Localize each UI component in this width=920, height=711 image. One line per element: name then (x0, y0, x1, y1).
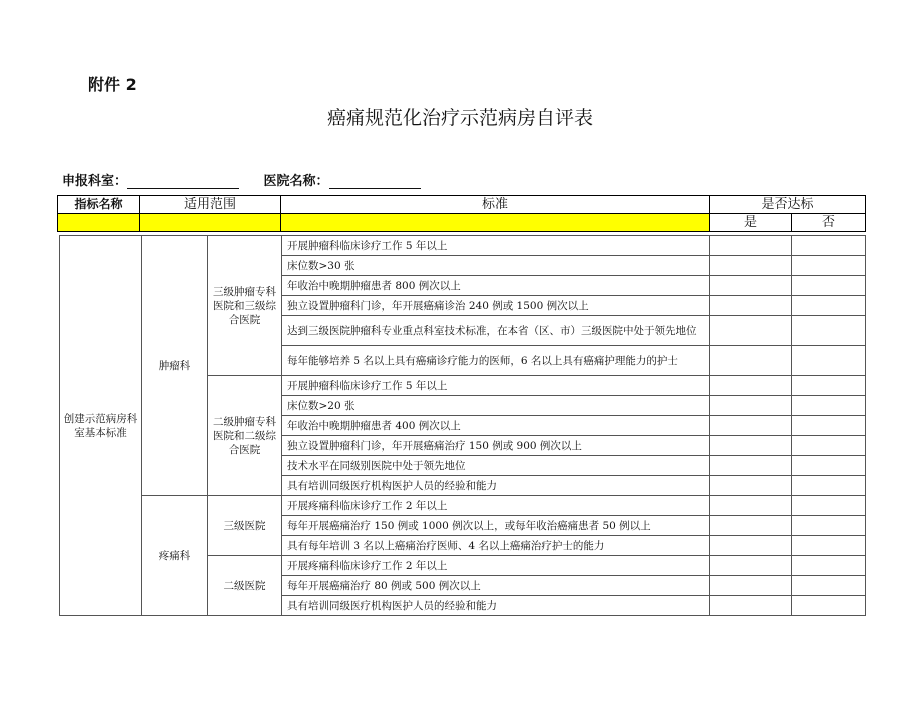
yes-cell[interactable] (710, 236, 792, 256)
yes-cell[interactable] (710, 556, 792, 576)
hospital-type: 二级肿瘤专科医院和二级综合医院 (208, 376, 282, 496)
no-cell[interactable] (792, 556, 866, 576)
hospital-type: 三级肿瘤专科医院和三级综合医院 (208, 236, 282, 376)
yes-cell[interactable] (710, 256, 792, 276)
no-cell[interactable] (792, 496, 866, 516)
header-highlight-cell (140, 214, 281, 232)
header-compliance: 是否达标 (710, 196, 866, 214)
dept-blank-field[interactable] (127, 174, 239, 189)
criterion: 床位数>20 张 (282, 396, 710, 416)
table-header (57, 195, 866, 232)
criterion: 年收治中晚期肿瘤患者 400 例次以上 (282, 416, 710, 436)
yes-cell[interactable] (710, 536, 792, 556)
criterion: 达到三级医院肿瘤科专业重点科室技术标准，在本省（区、市）三级医院中处于领先地位 (282, 316, 710, 346)
no-cell[interactable] (792, 316, 866, 346)
table-row (60, 496, 866, 516)
criterion: 具有培训同级医疗机构医护人员的经验和能力 (282, 476, 710, 496)
criterion: 独立设置肿瘤科门诊，年开展癌痛治疗 150 例或 900 例次以上 (282, 436, 710, 456)
header-yes: 是 (710, 214, 792, 232)
hospital-blank-field[interactable] (329, 174, 421, 189)
yes-cell[interactable] (710, 396, 792, 416)
criterion: 年收治中晚期肿瘤患者 800 例次以上 (282, 276, 710, 296)
criterion: 开展肿瘤科临床诊疗工作 5 年以上 (282, 376, 710, 396)
yes-cell[interactable] (710, 496, 792, 516)
criterion: 床位数>30 张 (282, 256, 710, 276)
yes-cell[interactable] (710, 476, 792, 496)
no-cell[interactable] (792, 516, 866, 536)
no-cell[interactable] (792, 276, 866, 296)
header-scope: 适用范围 (140, 196, 281, 214)
no-cell[interactable] (792, 596, 866, 616)
yes-cell[interactable] (710, 596, 792, 616)
indicator-name: 创建示范病房科室基本标准 (60, 236, 142, 616)
yes-cell[interactable] (710, 376, 792, 396)
no-cell[interactable] (792, 436, 866, 456)
header-highlight-cell (58, 214, 140, 232)
no-cell[interactable] (792, 346, 866, 376)
hospital-type: 二级医院 (208, 556, 282, 616)
criterion: 技术水平在同级别医院中处于领先地位 (282, 456, 710, 476)
no-cell[interactable] (792, 476, 866, 496)
yes-cell[interactable] (710, 346, 792, 376)
hospital-label: 医院名称： (263, 174, 329, 189)
criterion: 每年开展癌痛治疗 80 例或 500 例次以上 (282, 576, 710, 596)
yes-cell[interactable] (710, 316, 792, 346)
criterion: 开展疼痛科临床诊疗工作 2 年以上 (282, 496, 710, 516)
criteria-table (59, 235, 866, 616)
no-cell[interactable] (792, 396, 866, 416)
no-cell[interactable] (792, 536, 866, 556)
dept-name: 疼痛科 (142, 496, 208, 616)
page-title: 癌痛规范化治疗示范病房自评表 (326, 107, 593, 129)
dept-name: 肿瘤科 (142, 236, 208, 496)
no-cell[interactable] (792, 376, 866, 396)
no-cell[interactable] (792, 236, 866, 256)
criterion: 具有每年培训 3 名以上癌痛治疗医师、4 名以上癌痛治疗护士的能力 (282, 536, 710, 556)
criterion: 独立设置肿瘤科门诊，年开展癌痛诊治 240 例或 1500 例次以上 (282, 296, 710, 316)
no-cell[interactable] (792, 456, 866, 476)
criterion: 具有培训同级医疗机构医护人员的经验和能力 (282, 596, 710, 616)
no-cell[interactable] (792, 256, 866, 276)
no-cell[interactable] (792, 576, 866, 596)
hospital-type: 三级医院 (208, 496, 282, 556)
criterion: 开展疼痛科临床诊疗工作 2 年以上 (282, 556, 710, 576)
yes-cell[interactable] (710, 276, 792, 296)
yes-cell[interactable] (710, 296, 792, 316)
header-no: 否 (792, 214, 866, 232)
header-highlight-cell (281, 214, 710, 232)
header-standard: 标准 (281, 196, 710, 214)
yes-cell[interactable] (710, 416, 792, 436)
no-cell[interactable] (792, 296, 866, 316)
yes-cell[interactable] (710, 576, 792, 596)
attachment-label: 附件 2 (88, 75, 137, 94)
criterion: 开展肿瘤科临床诊疗工作 5 年以上 (282, 236, 710, 256)
criterion: 每年开展癌痛治疗 150 例或 1000 例次以上，或每年收治癌痛患者 50 例以上 (282, 516, 710, 536)
form-meta (62, 170, 421, 189)
yes-cell[interactable] (710, 456, 792, 476)
yes-cell[interactable] (710, 436, 792, 456)
header-indicator: 指标名称 (58, 196, 140, 214)
no-cell[interactable] (792, 416, 866, 436)
table-row (60, 236, 866, 256)
criterion: 每年能够培养 5 名以上具有癌痛诊疗能力的医师，6 名以上具有癌痛护理能力的护士 (282, 346, 710, 376)
dept-label: 申报科室： (62, 174, 128, 189)
yes-cell[interactable] (710, 516, 792, 536)
